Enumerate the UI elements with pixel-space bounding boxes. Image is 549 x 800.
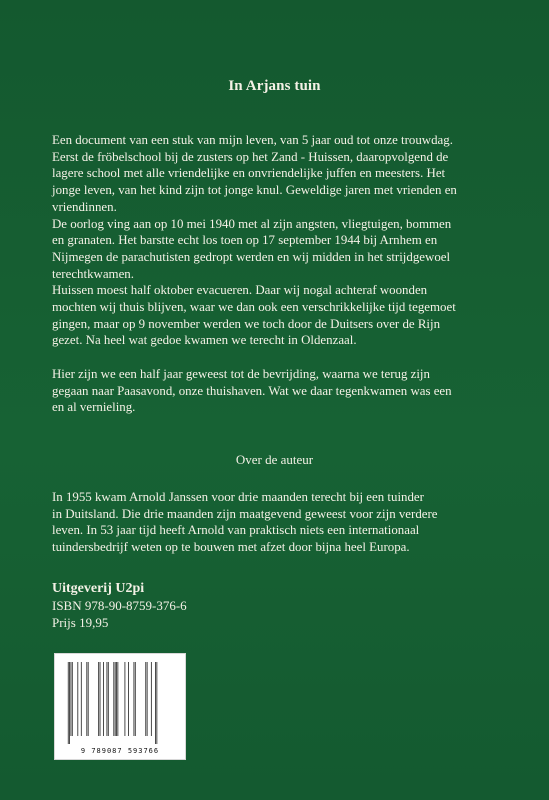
liberation-line: gegaan naar Paasavond, onze thuishaven. Wat we daar tegenkwamen was een bbox=[52, 383, 452, 398]
author-heading: Over de auteur bbox=[235, 452, 314, 467]
barcode-bar bbox=[116, 662, 117, 736]
summary-line: lagere school met alle vriendelijke en onvriendelijke juffen en meesters. Het bbox=[52, 166, 446, 181]
barcode-bar bbox=[118, 662, 119, 736]
isbn-barcode bbox=[54, 653, 186, 760]
liberation-line: en al vernieling. bbox=[52, 400, 136, 415]
summary-line: De oorlog ving aan op 10 mei 1940 met al zijn angsten, vliegtuigen, bommen bbox=[52, 216, 452, 231]
author-line: leven. In 53 jaar tijd heeft Arnold van praktisch niets een internationaal bbox=[52, 523, 420, 538]
author-line: in Duitsland. Die drie maanden zijn maatgevend geweest voor zijn verdere bbox=[52, 506, 438, 521]
barcode-bar bbox=[88, 662, 89, 736]
barcode-bar bbox=[86, 662, 87, 736]
barcode-bar bbox=[157, 662, 158, 744]
barcode-bar bbox=[68, 662, 69, 744]
barcode-bar bbox=[71, 662, 72, 736]
barcode-bar bbox=[100, 662, 101, 736]
barcode-bar bbox=[98, 662, 99, 736]
book-title: In Arjans tuin bbox=[228, 78, 321, 94]
summary-line: Nijmegen de parachutisten gedropt werden en wij midden in het strijdgewoel bbox=[52, 249, 451, 264]
summary-text bbox=[52, 132, 512, 349]
summary-line: Huissen moest half oktober evacueren. Daar wij nogal achteraf woonden bbox=[52, 283, 428, 298]
summary-line: Een document van een stuk van mijn leven, van 5 jaar oud tot onze trouwdag. bbox=[52, 133, 453, 147]
barcode-bar bbox=[151, 662, 152, 736]
barcode-bar bbox=[135, 662, 136, 736]
barcode-bar bbox=[134, 662, 135, 736]
barcode-icon bbox=[64, 662, 178, 744]
summary-line: mochten wij thuis blijven, waar we dan ook een verschrikkelijke tijd tegemoet bbox=[52, 300, 456, 315]
barcode-bar bbox=[155, 662, 156, 744]
barcode-bar bbox=[72, 662, 73, 736]
barcode-bar bbox=[107, 662, 108, 736]
barcode-bar bbox=[115, 662, 116, 736]
author-line: tuindersbedrijf weten op te bouwen met afzet door bijna heel Europa. bbox=[52, 540, 410, 555]
publisher-name: Uitgeverij U2pi bbox=[52, 581, 145, 596]
summary-line: gingen, maar op 9 november werden we toch door de Duitsers over de Rijn bbox=[52, 316, 441, 331]
isbn-text: ISBN 978-90-8759-376-6 bbox=[52, 598, 187, 613]
barcode-bar bbox=[77, 662, 78, 736]
barcode-bar bbox=[103, 662, 104, 736]
summary-line: terechtkwamen. bbox=[52, 266, 134, 281]
summary-line: jonge leven, van het kind zijn tot jonge knul. Geweldige jaren met vrienden en bbox=[52, 183, 457, 198]
barcode-number: 9 789087 593766 bbox=[80, 747, 160, 755]
barcode-bar bbox=[145, 662, 146, 736]
barcode-bar bbox=[69, 662, 70, 744]
barcode-bar bbox=[125, 662, 126, 736]
liberation-text bbox=[52, 366, 512, 416]
summary-line: en granaten. Het barstte echt los toen op 17 september 1944 bij Arnhem en bbox=[52, 233, 438, 248]
summary-line: Eerst de fröbelschool bij de zusters op het Zand - Huissen, daaropvolgend de bbox=[52, 149, 449, 164]
summary-line: vriendinnen. bbox=[52, 199, 117, 214]
summary-line: gezet. Na heel wat gedoe kwamen we terecht in Oldenzaal. bbox=[52, 333, 357, 348]
barcode-bar bbox=[128, 662, 129, 736]
barcode-bar bbox=[113, 662, 114, 736]
author-text bbox=[52, 489, 512, 556]
barcode-bar bbox=[147, 662, 148, 736]
publisher-info bbox=[52, 580, 187, 631]
author-line: In 1955 kwam Arnold Janssen voor drie maanden terecht bij een tuinder bbox=[52, 490, 424, 504]
barcode-bar bbox=[81, 662, 82, 736]
liberation-line: Hier zijn we een half jaar geweest tot de bevrijding, waarna we terug zijn bbox=[52, 367, 430, 381]
barcode-bar bbox=[108, 662, 109, 736]
price-text: Prijs 19,95 bbox=[52, 615, 109, 630]
